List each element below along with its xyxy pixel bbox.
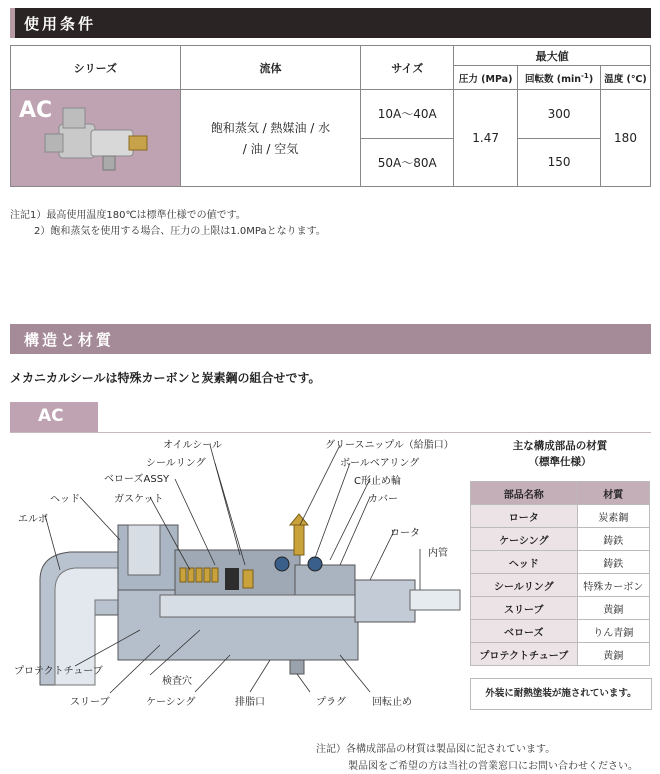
callout-c-ring: C形止め輪 [354,476,401,487]
table-row [471,574,650,597]
pressure-value: 1.47 [454,90,518,187]
table-row [471,597,650,620]
note-2: 2）飽和蒸気を使用する場合、圧力の上限は1.0MPaとなります。 [34,226,326,237]
th-rpm: 回転数 $(\min^{-1})$ [518,66,601,90]
table-row [471,620,650,643]
callout-elbow: エルボ [18,514,48,525]
part-name: ロータ [471,505,578,528]
callout-inner-tube: 内管 [428,548,448,559]
ac-tab [10,402,98,432]
callout-cover: カバー [368,494,398,505]
callout-rotor: ロータ [390,528,420,539]
fluid-cell [180,90,361,187]
part-material: 鋳鉄 [577,551,649,574]
rpm-1: 300 [518,90,601,139]
part-name: シールリング [471,574,578,597]
note-1: 注記1）最高使用温度180℃は標準仕様での値です。 [10,210,246,221]
ac-tab-label: AC [38,406,64,426]
part-material: 炭素鋼 [577,505,649,528]
part-name: スリーブ [471,597,578,620]
part-material: 黄銅 [577,643,649,666]
mat-th-material: 材質 [577,482,649,505]
coating-note: 外装に耐熱塗装が施されています。 [470,678,652,710]
materials-table [470,481,650,666]
fluid-line-2: / 油 / 空気 [242,142,299,156]
table-row [471,643,650,666]
temp-value: 180 [601,90,651,187]
part-material: 特殊カーボン [577,574,649,597]
callout-casing: ケーシング [146,697,196,708]
section-title: 使用条件 [24,15,97,33]
callout-head: ヘッド [50,494,80,505]
table-row [471,528,650,551]
section-header-structure [10,324,651,354]
footnote-1: 注記）各構成部品の材質は製品図に記されています。 [316,744,556,755]
callout-inspection-hole: 検査穴 [162,676,192,687]
body-text: メカニカルシールは特殊カーボンと炭素鋼の組合せです。 [10,371,321,385]
callout-grease-nipple: グリースニップル（給脂口） [325,440,454,451]
th-size: サイズ [361,46,454,90]
part-name: ケーシング [471,528,578,551]
materials-subtitle: （標準仕様） [528,456,592,468]
table-row [471,505,650,528]
conditions-table [10,45,651,187]
fluid-line-1: 飽和蒸気 / 熱媒油 / 水 [210,121,331,135]
th-max: 最大値 [454,46,651,66]
part-name: ベローズ [471,620,578,643]
part-material: 鋳鉄 [577,528,649,551]
callout-gasket: ガスケット [114,494,164,505]
callout-anti-rotation: 回転止め [372,697,412,708]
series-cell [11,90,181,187]
size-2: 50A～80A [361,138,454,187]
section-header-conditions [10,8,651,38]
series-label: AC [19,98,53,123]
th-pressure: 圧力 (MPa) [454,66,518,90]
section-title: 構造と材質 [24,331,115,349]
part-material: りん青銅 [577,620,649,643]
part-material: 黄銅 [577,597,649,620]
callout-ball-bearing: ボールベアリング [340,458,420,469]
part-name: プロテクトチューブ [471,643,578,666]
callout-protect-tube: プロテクトチューブ [14,666,103,677]
callout-seal-ring: シールリング [146,458,206,469]
callout-oil-seal: オイルシール [163,440,223,451]
callout-bellows-assy: ベローズASSY [104,474,170,485]
size-1: 10A～40A [361,90,454,139]
th-series: シリーズ [11,46,181,90]
footnote-2: 製品図をご希望の方は当社の営業窓口にお問い合わせください。 [348,761,638,772]
part-name: ヘッド [471,551,578,574]
mat-th-part: 部品名称 [471,482,578,505]
th-temp: 温度 (℃) [601,66,651,90]
table-row [471,551,650,574]
rpm-2: 150 [518,138,601,187]
callout-sleeve: スリーブ [70,697,110,708]
header-accent [10,8,15,38]
callout-plug: プラグ [316,697,346,708]
th-fluid: 流体 [180,46,361,90]
rotary-joint-photo [41,96,151,184]
materials-title: 主な構成部品の材質 [512,440,608,452]
callout-drain: 排脂口 [235,697,265,708]
